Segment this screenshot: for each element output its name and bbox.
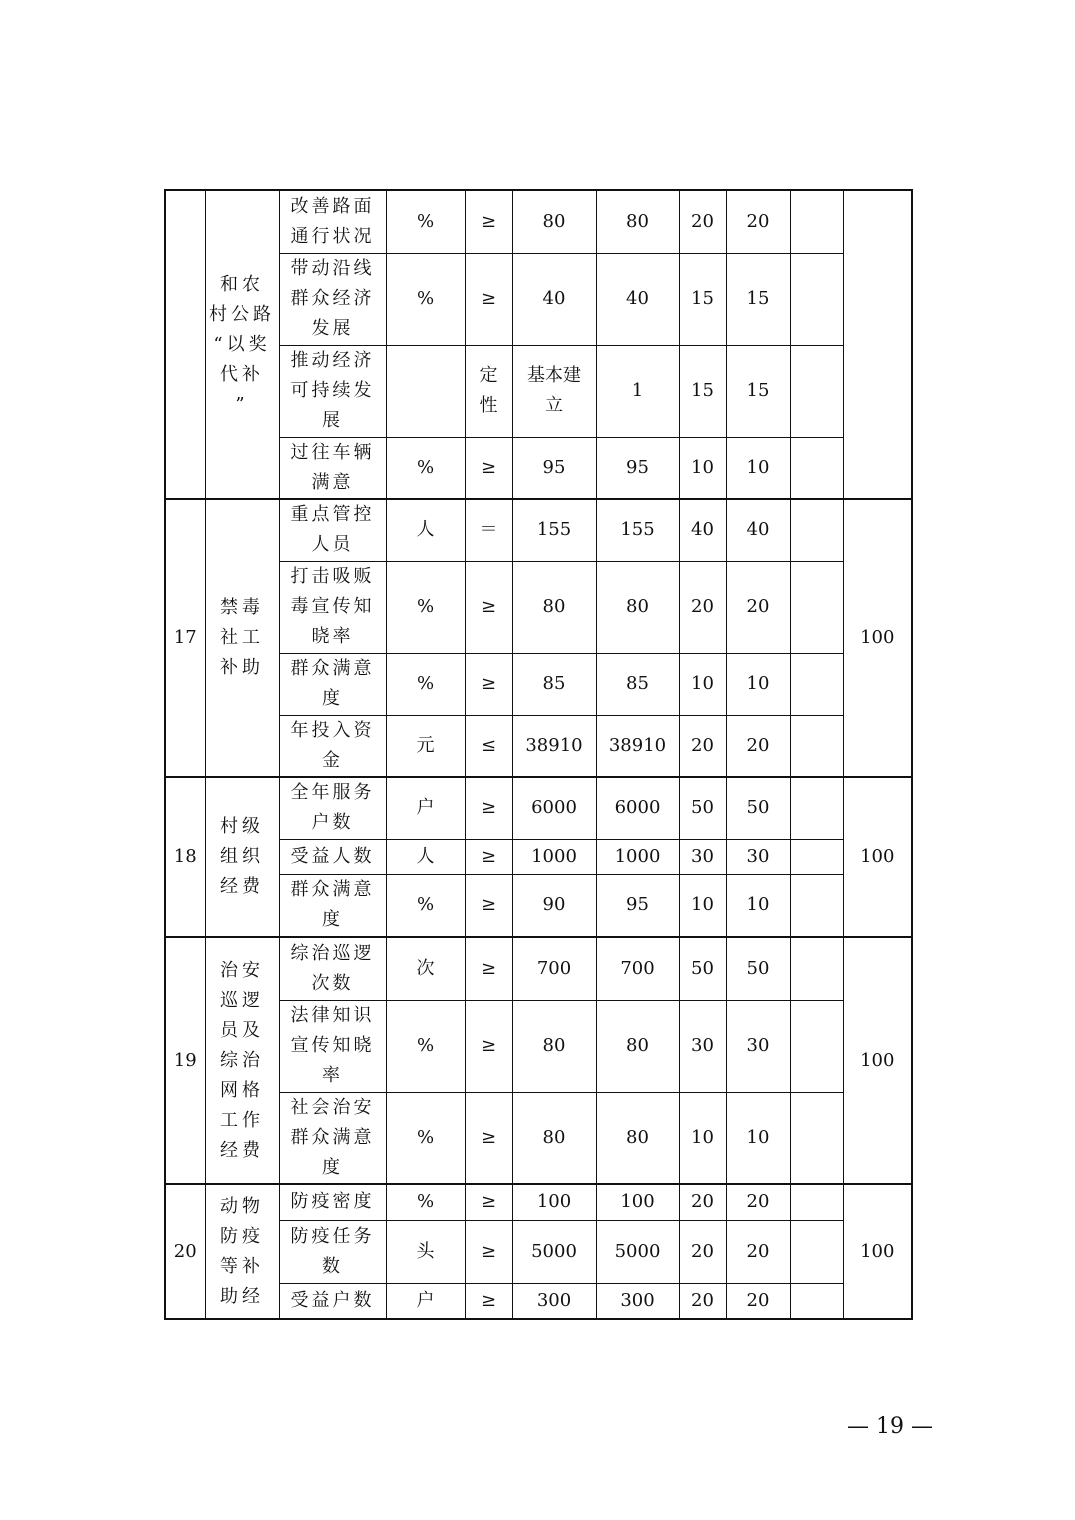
weight-cell: 40 [679,499,726,561]
actual-value-cell: 80 [596,1092,679,1184]
operator-cell: ≥ [465,561,512,653]
project-name-cell: 村级 组织 经费 [205,777,279,937]
total-score-cell: 100 [843,499,912,777]
indicator-cell: 社会治安 群众满意 度 [279,1092,386,1184]
remark-cell [790,437,843,499]
unit-cell: % [386,253,465,345]
actual-value-cell: 80 [596,561,679,653]
table-row [165,499,912,561]
score-cell: 10 [726,1092,790,1184]
remark-cell [790,499,843,561]
score-cell: 20 [726,1283,790,1319]
operator-cell: ≥ [465,777,512,839]
actual-value-cell: 95 [596,437,679,499]
actual-value-cell: 40 [596,253,679,345]
remark-cell [790,777,843,839]
unit-cell: 元 [386,715,465,777]
table-row [165,777,912,839]
weight-cell: 10 [679,437,726,499]
project-name-cell: 和农 村公路 “以奖 代补 ” [205,190,279,499]
table-body [165,190,912,1319]
operator-cell: ≤ [465,715,512,777]
table-row [165,937,912,1000]
unit-cell: % [386,653,465,715]
remark-cell [790,1000,843,1092]
indicator-cell: 群众满意 度 [279,874,386,937]
weight-cell: 20 [679,1283,726,1319]
actual-value-cell: 6000 [596,777,679,839]
score-cell: 20 [726,1184,790,1220]
actual-value-cell: 1 [596,345,679,437]
weight-cell: 10 [679,653,726,715]
weight-cell: 20 [679,1220,726,1283]
total-score-cell: 100 [843,937,912,1184]
project-number-cell [165,190,205,499]
weight-cell: 20 [679,1184,726,1220]
unit-cell [386,345,465,437]
target-value-cell: 1000 [512,839,596,874]
target-value-cell: 85 [512,653,596,715]
remark-cell [790,190,843,253]
weight-cell: 20 [679,190,726,253]
actual-value-cell: 95 [596,874,679,937]
target-value-cell: 40 [512,253,596,345]
indicator-cell: 打击吸贩 毒宣传知 晓率 [279,561,386,653]
weight-cell: 20 [679,715,726,777]
actual-value-cell: 1000 [596,839,679,874]
score-cell: 10 [726,874,790,937]
indicator-cell: 推动经济 可持续发 展 [279,345,386,437]
operator-cell: ＝ [465,499,512,561]
project-name-cell: 动物 防疫 等补 助经 [205,1184,279,1319]
project-name-cell: 治安 巡逻 员及 综治 网格 工作 经费 [205,937,279,1184]
unit-cell: 人 [386,499,465,561]
weight-cell: 20 [679,561,726,653]
target-value-cell: 80 [512,1092,596,1184]
unit-cell: % [386,1184,465,1220]
target-value-cell: 700 [512,937,596,1000]
indicator-cell: 防疫密度 [279,1184,386,1220]
target-value-cell: 80 [512,561,596,653]
operator-cell: ≥ [465,874,512,937]
operator-cell: ≥ [465,839,512,874]
operator-cell: ≥ [465,1092,512,1184]
table-row [165,1184,912,1220]
target-value-cell: 300 [512,1283,596,1319]
target-value-cell: 155 [512,499,596,561]
weight-cell: 10 [679,874,726,937]
actual-value-cell: 700 [596,937,679,1000]
score-cell: 10 [726,653,790,715]
score-cell: 20 [726,561,790,653]
remark-cell [790,874,843,937]
remark-cell [790,653,843,715]
score-cell: 50 [726,777,790,839]
remark-cell [790,561,843,653]
score-cell: 15 [726,345,790,437]
indicator-cell: 群众满意 度 [279,653,386,715]
score-cell: 20 [726,190,790,253]
project-number-cell: 17 [165,499,205,777]
weight-cell: 30 [679,1000,726,1092]
score-cell: 15 [726,253,790,345]
target-value-cell: 80 [512,190,596,253]
operator-cell: ≥ [465,437,512,499]
actual-value-cell: 5000 [596,1220,679,1283]
remark-cell [790,937,843,1000]
score-cell: 30 [726,839,790,874]
indicator-cell: 法律知识 宣传知晓 率 [279,1000,386,1092]
page-number: — 19 — [847,1414,933,1439]
unit-cell: % [386,561,465,653]
weight-cell: 30 [679,839,726,874]
score-cell: 20 [726,715,790,777]
score-cell: 50 [726,937,790,1000]
target-value-cell: 5000 [512,1220,596,1283]
indicator-cell: 防疫任务 数 [279,1220,386,1283]
project-number-cell: 20 [165,1184,205,1319]
operator-cell: ≥ [465,653,512,715]
actual-value-cell: 100 [596,1184,679,1220]
indicator-cell: 年投入资 金 [279,715,386,777]
indicator-cell: 受益户数 [279,1283,386,1319]
actual-value-cell: 80 [596,1000,679,1092]
remark-cell [790,253,843,345]
indicator-cell: 过往车辆 满意 [279,437,386,499]
indicator-cell: 全年服务 户数 [279,777,386,839]
operator-cell: 定 性 [465,345,512,437]
score-cell: 30 [726,1000,790,1092]
weight-cell: 15 [679,253,726,345]
target-value-cell: 基本建 立 [512,345,596,437]
weight-cell: 50 [679,777,726,839]
indicator-cell: 受益人数 [279,839,386,874]
indicator-cell: 带动沿线 群众经济 发展 [279,253,386,345]
unit-cell: % [386,1000,465,1092]
target-value-cell: 38910 [512,715,596,777]
total-score-cell: 100 [843,1184,912,1319]
weight-cell: 15 [679,345,726,437]
target-value-cell: 100 [512,1184,596,1220]
remark-cell [790,1184,843,1220]
actual-value-cell: 80 [596,190,679,253]
indicator-cell: 综治巡逻 次数 [279,937,386,1000]
unit-cell: 户 [386,1283,465,1319]
project-name-cell: 禁毒 社工 补助 [205,499,279,777]
unit-cell: % [386,190,465,253]
unit-cell: 人 [386,839,465,874]
remark-cell [790,715,843,777]
actual-value-cell: 300 [596,1283,679,1319]
target-value-cell: 90 [512,874,596,937]
project-number-cell: 19 [165,937,205,1184]
unit-cell: 户 [386,777,465,839]
unit-cell: 次 [386,937,465,1000]
weight-cell: 50 [679,937,726,1000]
score-cell: 20 [726,1220,790,1283]
score-cell: 40 [726,499,790,561]
unit-cell: % [386,1092,465,1184]
actual-value-cell: 85 [596,653,679,715]
total-score-cell [843,190,912,499]
remark-cell [790,1283,843,1319]
actual-value-cell: 38910 [596,715,679,777]
indicator-cell: 重点管控 人员 [279,499,386,561]
target-value-cell: 6000 [512,777,596,839]
indicator-cell: 改善路面 通行状况 [279,190,386,253]
remark-cell [790,1220,843,1283]
weight-cell: 10 [679,1092,726,1184]
operator-cell: ≥ [465,1184,512,1220]
operator-cell: ≥ [465,190,512,253]
remark-cell [790,1092,843,1184]
operator-cell: ≥ [465,253,512,345]
actual-value-cell: 155 [596,499,679,561]
remark-cell [790,839,843,874]
target-value-cell: 95 [512,437,596,499]
operator-cell: ≥ [465,937,512,1000]
operator-cell: ≥ [465,1000,512,1092]
unit-cell: 头 [386,1220,465,1283]
target-value-cell: 80 [512,1000,596,1092]
remark-cell [790,345,843,437]
performance-table [164,189,913,1320]
project-number-cell: 18 [165,777,205,937]
unit-cell: % [386,874,465,937]
score-cell: 10 [726,437,790,499]
operator-cell: ≥ [465,1220,512,1283]
total-score-cell: 100 [843,777,912,937]
table-row [165,190,912,253]
operator-cell: ≥ [465,1283,512,1319]
unit-cell: % [386,437,465,499]
